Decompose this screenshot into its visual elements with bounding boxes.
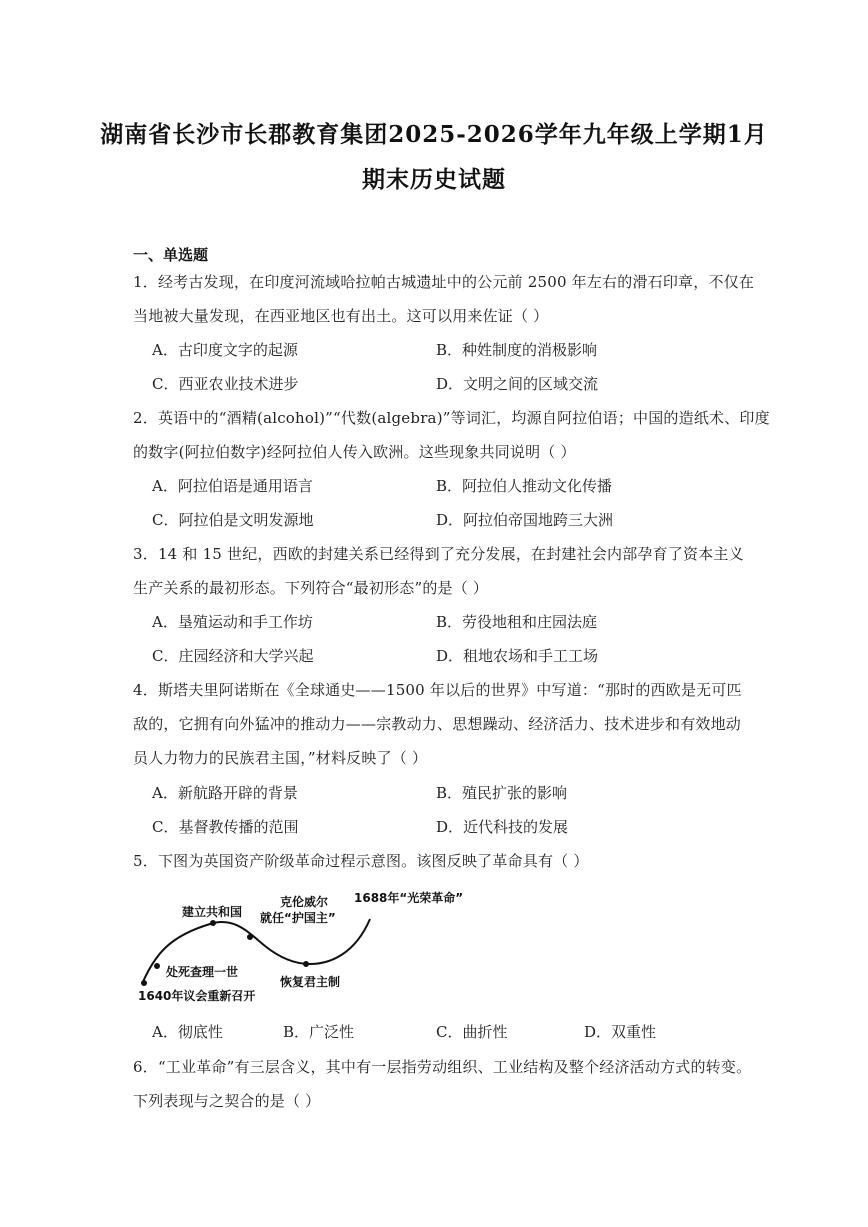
question-5-text-line: 5．下图为英国资产阶级革命过程示意图。该图反映了革命具有（ ） [133, 852, 589, 870]
label-republic: 建立共和国 [182, 905, 243, 919]
question-6-text-line: 6．“工业革命”有三层含义，其中有一层指劳动组织、工业结构及整个经济活动方式的转变。 [133, 1058, 752, 1076]
question-4-option-b: B．殖民扩张的影响 [436, 784, 568, 802]
question-4-option-d: D．近代科技的发展 [436, 818, 569, 836]
question-4-text-line: 敌的，它拥有向外猛冲的推动力——宗教动力、思想躁动、经济活力、技术进步和有效地动 [133, 715, 742, 733]
question-6-text-line: 下列表现与之契合的是（ ） [133, 1092, 321, 1110]
question-5-option-b: B．广泛性 [283, 1023, 355, 1041]
label-protector: 就任“护国主” [260, 911, 336, 925]
question-3-option-b: B．劳役地租和庄园法庭 [436, 613, 598, 631]
section-heading: 一、单选题 [133, 246, 209, 264]
question-3-option-d: D．租地农场和手工工场 [436, 647, 599, 665]
question-3-option-c: C．庄园经济和大学兴起 [152, 647, 314, 665]
question-3-text-line: 3．14 和 15 世纪，西欧的封建关系已经得到了充分发展，在封建社会内部孕育了资本主义 [133, 545, 744, 563]
question-3-text-line: 生产关系的最初形态。下列符合“最初形态”的是（ ） [133, 579, 489, 597]
label-execution: 处死查理一世 [166, 965, 239, 979]
question-1-option-c: C．西亚农业技术进步 [152, 375, 299, 393]
node-dot [303, 961, 309, 967]
question-1-text-line: 当地被大量发现，在西亚地区也有出土。这可以用来佐证（ ） [133, 307, 549, 325]
node-dot [141, 980, 147, 986]
page-title-line2: 期末历史试题 [362, 166, 506, 193]
question-5-option-a: A．彻底性 [152, 1023, 223, 1041]
label-restoration: 恢复君主制 [280, 975, 341, 989]
label-glorious-revolution: 1688年“光荣革命” [354, 891, 464, 905]
page-title-line1: 湖南省长沙市长郡教育集团2025-2026学年九年级上学期1月 [100, 121, 768, 148]
node-dot [154, 963, 160, 969]
node-dot [210, 920, 216, 926]
question-1-option-b: B．种姓制度的消极影响 [436, 341, 598, 359]
question-2-option-d: D．阿拉伯帝国地跨三大洲 [436, 511, 614, 529]
question-2-option-b: B．阿拉伯人推动文化传播 [436, 477, 613, 495]
revolution-process-diagram [130, 884, 480, 1004]
question-4-text-line: 4．斯塔夫里阿诺斯在《全球通史——1500 年以后的世界》中写道：“那时的西欧是无可匹 [133, 681, 742, 699]
label-cromwell: 克伦威尔 [280, 895, 329, 909]
question-2-option-c: C．阿拉伯是文明发源地 [152, 511, 314, 529]
node-dot [247, 934, 253, 940]
question-1-option-d: D．文明之间的区域交流 [436, 375, 599, 393]
question-5-option-d: D．双重性 [584, 1023, 657, 1041]
question-1-option-a: A．古印度文字的起源 [152, 341, 298, 359]
question-5-option-c: C．曲折性 [436, 1023, 508, 1041]
label-parliament-1640: 1640年议会重新召开 [138, 989, 256, 1003]
question-4-text-line: 员人力物力的民族君主国，”材料反映了（ ） [133, 749, 428, 767]
question-3-option-a: A．垦殖运动和手工作坊 [152, 613, 313, 631]
question-1-text-line: 1．经考古发现，在印度河流域哈拉帕古城遗址中的公元前 2500 年左右的滑石印章，不仅在 [133, 273, 755, 291]
question-2-option-a: A．阿拉伯语是通用语言 [152, 477, 313, 495]
question-2-text-line: 2．英语中的“酒精(alcohol)”“代数(algebra)”等词汇，均源自阿拉伯语；中国的造纸术、印度 [133, 409, 770, 427]
question-4-option-a: A．新航路开辟的背景 [152, 784, 298, 802]
question-4-option-c: C．基督教传播的范围 [152, 818, 299, 836]
question-2-text-line: 的数字(阿拉伯数字)经阿拉伯人传入欧洲。这些现象共同说明（ ） [133, 443, 576, 461]
